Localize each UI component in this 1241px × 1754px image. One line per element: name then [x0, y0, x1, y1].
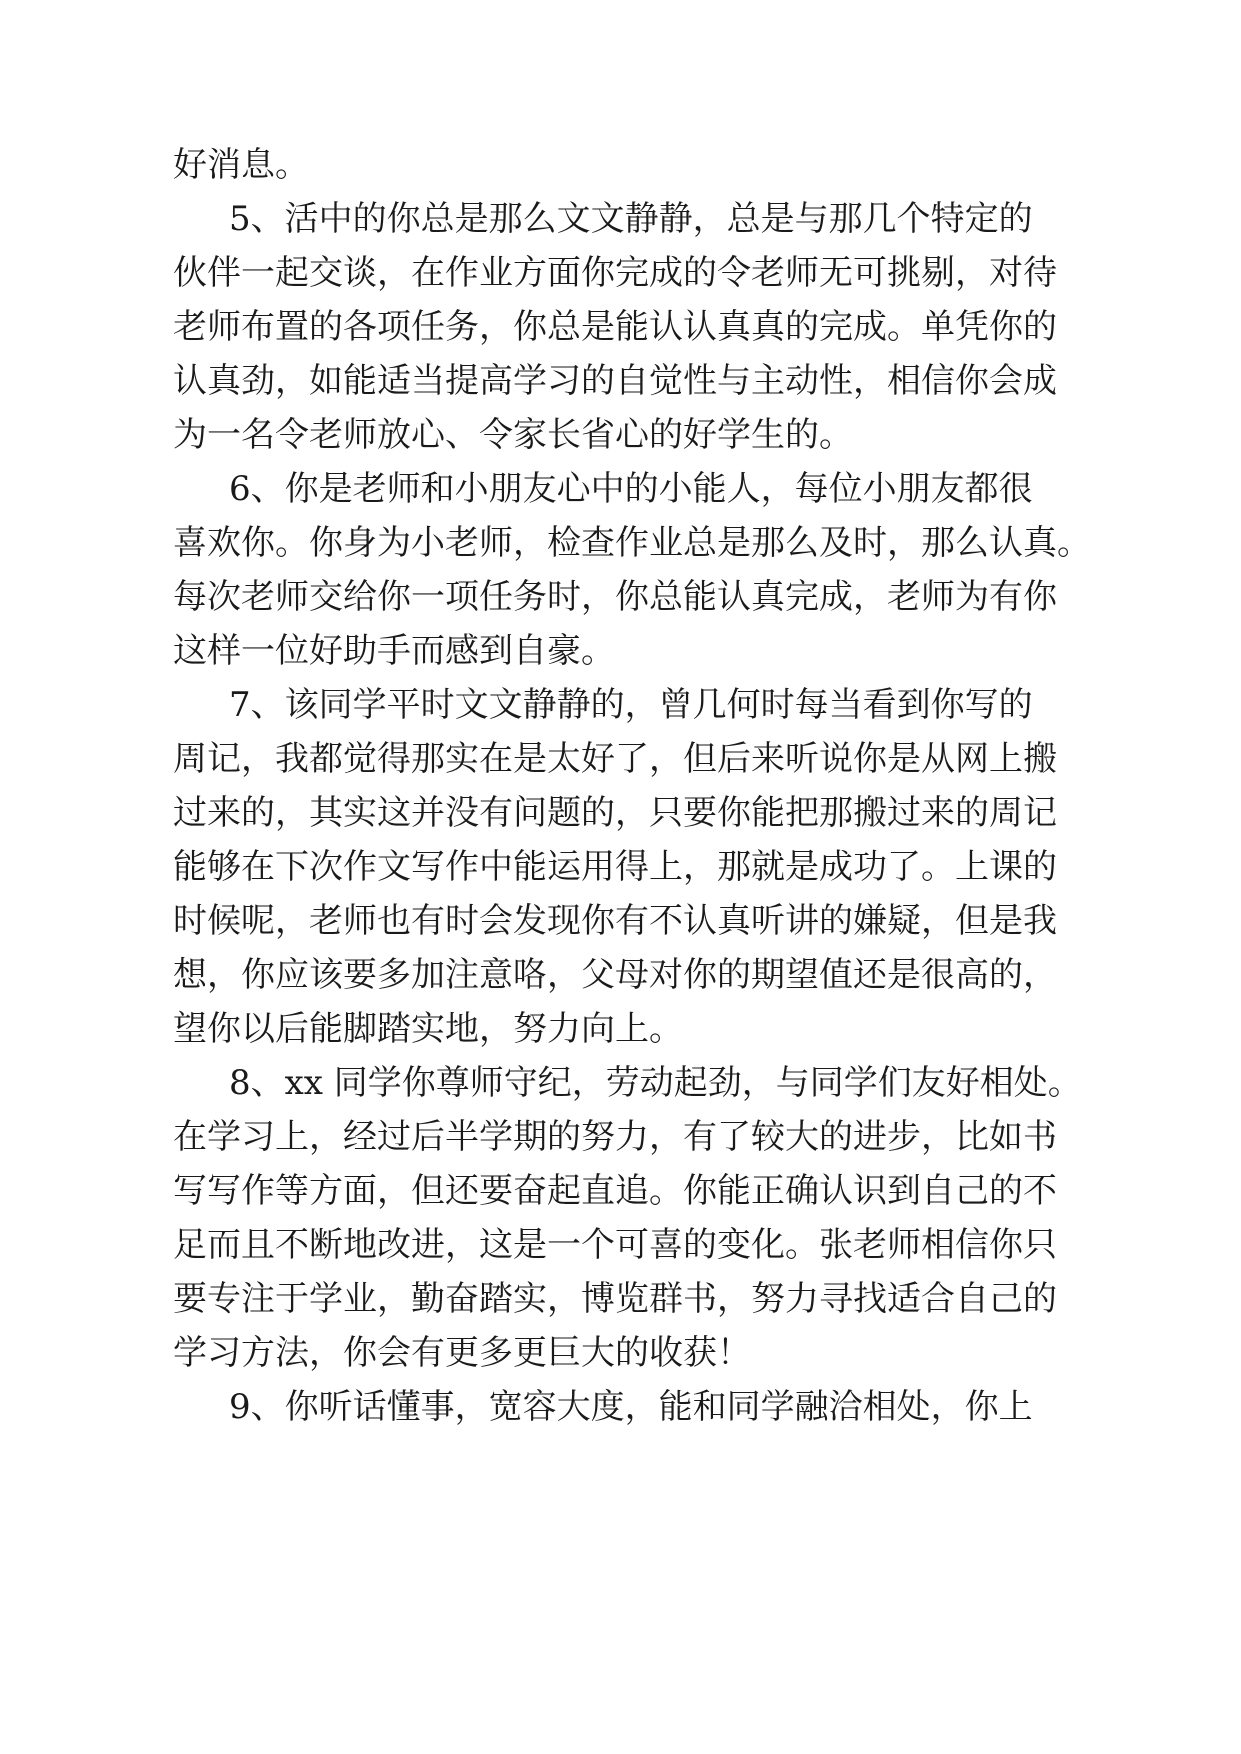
text-line: 伙伴一起交谈，在作业方面你完成的令老师无可挑剔，对待: [173, 253, 1057, 293]
text-line: 老师布置的各项任务，你总是能认认真真的完成。单凭你的: [173, 307, 1057, 347]
text-line: 喜欢你。你身为小老师，检查作业总是那么及时，那么认真。: [173, 523, 1091, 563]
text-line: 这样一位好助手而感到自豪。: [173, 631, 615, 671]
text-line: 过来的，其实这并没有问题的，只要你能把那搬过来的周记: [173, 793, 1057, 833]
text-line: 望你以后能脚踏实地，努力向上。: [173, 1009, 683, 1049]
paragraph-5-line-1: 5、活中的你总是那么文文静静，总是与那几个特定的: [229, 199, 1033, 239]
paragraph-9-line-1: 9、你听话懂事，宽容大度，能和同学融洽相处，你上: [229, 1387, 1033, 1427]
text-line: 时候呢，老师也有时会发现你有不认真听讲的嫌疑，但是我: [173, 901, 1057, 941]
paragraph-7-line-1: 7、该同学平时文文静静的，曾几何时每当看到你写的: [229, 685, 1033, 725]
text-line: 写写作等方面，但还要奋起直追。你能正确认识到自己的不: [173, 1171, 1057, 1211]
paragraph-6-line-1: 6、你是老师和小朋友心中的小能人，每位小朋友都很: [229, 469, 1033, 509]
text-line: 想，你应该要多加注意咯，父母对你的期望值还是很高的，: [173, 955, 1057, 995]
text-line: 为一名令老师放心、令家长省心的好学生的。: [173, 415, 853, 455]
text-line: 每次老师交给你一项任务时，你总能认真完成，老师为有你: [173, 577, 1057, 617]
text-line: 好消息。: [173, 145, 309, 185]
text-line: 学习方法，你会有更多更巨大的收获！: [173, 1333, 751, 1373]
paragraph-8-line-1: 8、xx 同学你尊师守纪，劳动起劲，与同学们友好相处。: [229, 1063, 1082, 1103]
text-line: 能够在下次作文写作中能运用得上，那就是成功了。上课的: [173, 847, 1057, 887]
text-line: 在学习上，经过后半学期的努力，有了较大的进步，比如书: [173, 1117, 1057, 1157]
text-line: 周记，我都觉得那实在是太好了，但后来听说你是从网上搬: [173, 739, 1057, 779]
text-line: 足而且不断地改进，这是一个可喜的变化。张老师相信你只: [173, 1225, 1057, 1265]
text-line: 认真劲，如能适当提高学习的自觉性与主动性，相信你会成: [173, 361, 1057, 401]
text-line: 要专注于学业，勤奋踏实，博览群书，努力寻找适合自己的: [173, 1279, 1057, 1319]
